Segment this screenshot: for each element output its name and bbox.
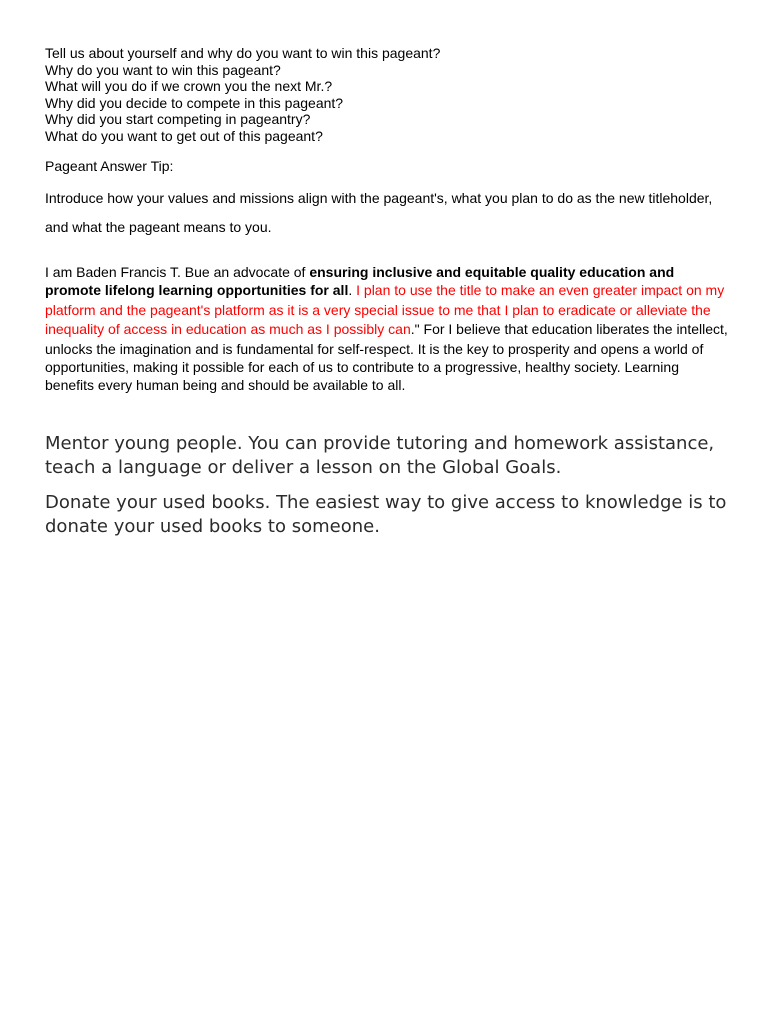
tip-text-line: Introduce how your values and missions align with the pageant's, what you plan to do as the new titleholder, [45,190,713,206]
answer-red-statement: I plan to use the title to make an even greater impact on my platform and the pageant's platform as it is a very special issue to me that I plan to eradicate or alleviate the inequality of access in education as much as I possibly can [45,282,725,338]
question-item: Why do you want to win this pageant? [45,61,281,78]
tip-text [45,184,730,242]
tip-text-line: and what the pageant means to you. [45,219,272,235]
question-item: What do you want to get out of this pageant? [45,127,323,144]
answer-rest: ." For I believe that education liberates the intellect, unlocks the imagination and is fundamental for self-respect. It is the key to prosperity and opens a world of opportunities, making it possible for each of us to contribute to a progressive, healthy society. Learning benefits every human being and should be available to all. [45,321,728,394]
question-item: What will you do if we crown you the next Mr.? [45,78,333,94]
question-item: Tell us about yourself and why do you want to win this pageant? [45,45,441,61]
answer-paragraph [45,263,730,395]
answer-after-bold: . [348,282,357,299]
mentor-tip: Mentor young people. You can provide tutoring and homework assistance, teach a language or deliver a lesson on the Global Goals. [45,432,715,478]
answer-intro: I am Baden Francis T. Bue an advocate of [45,264,310,280]
question-item: Why did you start competing in pageantry? [45,111,311,127]
tip-label: Pageant Answer Tip: [45,158,174,174]
document-page [45,45,730,539]
question-list [45,45,730,144]
answer-bold-advocacy: ensuring inclusive and equitable quality education and promote lifelong learning opportunities for all [45,264,675,299]
question-item: Why did you decide to compete in this pageant? [45,94,344,111]
donate-books-tip: Donate your used books. The easiest way to give access to knowledge is to donate your used books to someone. [45,491,727,537]
